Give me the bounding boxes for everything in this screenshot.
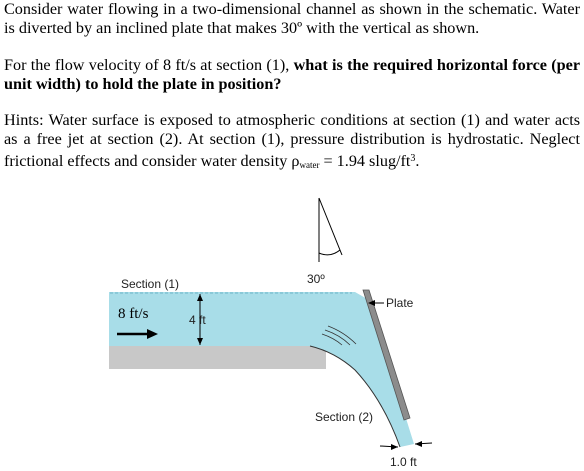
velocity-label: 8 ft/s xyxy=(118,306,149,322)
depth-label: 4 ft xyxy=(189,313,206,327)
angle-arc xyxy=(319,250,340,255)
density-value: = 1.94 slug/ft xyxy=(319,152,411,170)
jet-width-arrow-right xyxy=(415,441,422,447)
problem-intro: Consider water flowing in a two-dimensional channel as shown in the schematic. Water is diverted by an inclined plate that makes 30º with the vertical as shown. xyxy=(4,0,580,37)
rho-symbol: ρ xyxy=(291,152,300,170)
angle-line xyxy=(319,198,342,255)
plate-label: Plate xyxy=(386,296,414,310)
channel-floor xyxy=(109,346,326,369)
question-bold: what is the required horizontal force (per unit width) to hold the plate in position? xyxy=(4,56,581,93)
rho-subscript: water xyxy=(299,160,320,170)
section1-label: Section (1) xyxy=(121,277,180,291)
hints-text: Hints: Water surface is exposed to atmospheric conditions at section (1) and water acts as a free jet at section (2). At section (1), pressure distribution is hydrostatic. Neglect frictional effects and consider water density xyxy=(4,111,580,170)
question-lead: For the flow velocity of 8 ft/s at section (1), xyxy=(4,56,294,74)
trailing-period: . xyxy=(415,152,420,170)
angle-label: 30º xyxy=(307,272,325,286)
jet-width-label: 1.0 ft xyxy=(390,455,417,469)
section2-label: Section (2) xyxy=(315,410,374,424)
jet-width-arrow-left xyxy=(391,444,398,450)
density-exponent: 3 xyxy=(410,153,416,164)
